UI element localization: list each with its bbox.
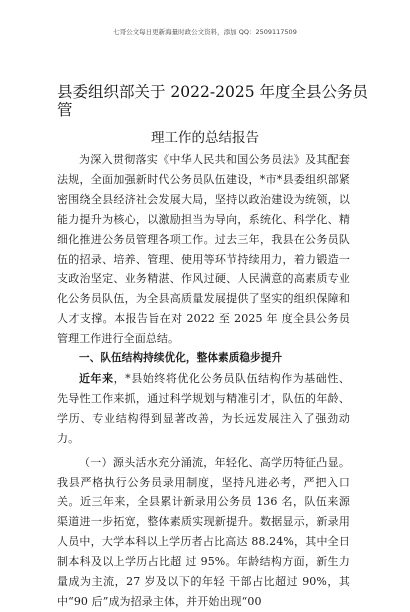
subsection-1-paragraph: （一）源头活水充分涌流，年轻化、高学历特征凸显。我县严格执行公务员录用制度，坚持凡进必考，严把入口关。近三年来，全县累计新录用公务员 136 名，队伍来源渠道进一步拓宽，整体素质实现新提升。数据显示，新录用人员中，大学本科以上学历者占比高达 88.24%，其中全日制本科及以上学历占比超 过 95%。年龄结构方面，新生力量成为主流，27 岁及以下的年轻 干部占比超过 90%，其中“90 后”成为招录主体，并开始出现“00 [57,455,350,608]
document-body [57,150,350,612]
document-title-line-3: 理工作的总结报告 [151,130,259,146]
paragraph-body-text: ，*县始终将优化公务员队伍结构作为基础性、先导性工作来抓，通过科学规划与精准引才，队伍的年龄、学历、专业结构得到显著改善，为长远发展注入了强劲动力。 [57,371,350,445]
header-note: 七哥公文每日更新海量时政公文资料，添加 QQ：2509117509 [113,28,297,36]
section-heading-1: 一、队伍结构持续优化，整体素质稳步提升 [79,352,283,365]
paragraph-lead-text: 近年来 [79,371,114,385]
section-1-paragraph [57,369,350,449]
document-title-line-2: 管 [57,101,73,119]
intro-paragraph: 为深入贯彻落实《中华人民共和国公务员法》及其配套法规，全面加强新时代公务员队伍建设，*市*县委组织部紧密围绕全县经济社会发展大局，坚持以政治建设为统领，以能力提升为核心，以激励担当为导向，系统化、科学化、精细化推进公务员管理各项工作。过去三年，我县在公务员队伍的招录、培养、管理、使用等环节持续用力，着力锻造一支政治坚定、业务精湛、作风过硬、人民满意的高素质专业化公务员队伍，为全县高质量发展提供了坚实的组织保障和人才支撑。本报告旨在对 2022 至 2025 年 度全县公务员管理工作进行全面总结。 [57,153,350,346]
document-title-line-1: 县委组织部关于 2022-2025 年度全县公务员 [57,83,368,101]
